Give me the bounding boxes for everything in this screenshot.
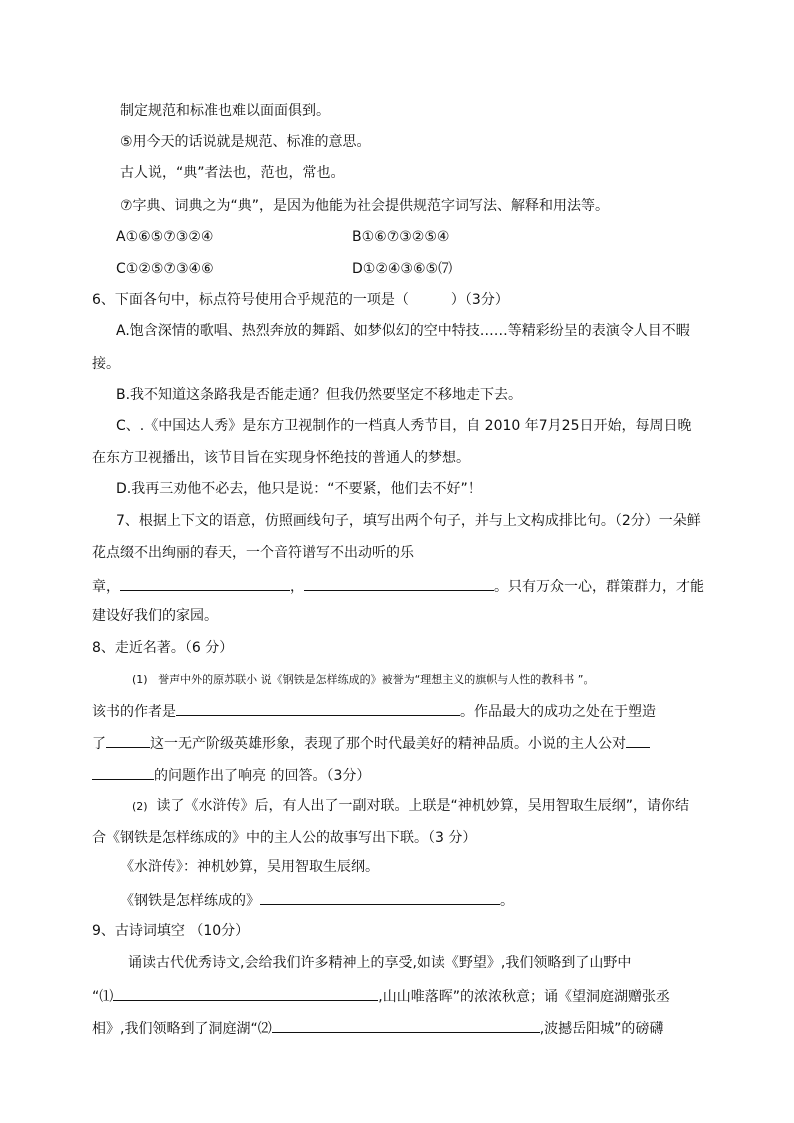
q6-stem: 6、下面各句中，标点符号使用合乎规范的一项是（ ）（3分） (92, 292, 509, 308)
q8-part2-number: (2) (132, 800, 148, 813)
q5-sentence-7: ⑦字典、词典之为“典”，是因为他能为社会提供规范字词写法、解释和用法等。 (120, 198, 610, 214)
q7-stem-line2: 花点缀不出绚丽的春天，一个音符谱写不出动听的乐 (92, 545, 414, 561)
q9-blank-2[interactable] (272, 1018, 540, 1033)
q8-question-blank-b[interactable] (92, 765, 154, 780)
q9-intro-line1: 诵读古代优秀诗文,会给我们许多精神上的享受,如读《野望》,我们领略到了山野中 (128, 955, 632, 971)
q8-author-prefix: 该书的作者是 (92, 704, 176, 720)
q9-poem1-suffix: ,山山唯落晖”的浓浓秋意；诵《望洞庭湖赠张丞 (378, 989, 670, 1005)
q8-couplet-lower-suffix: 。 (500, 893, 514, 909)
q8-hero-text: 这一无产阶级英雄形象，表现了那个时代最美好的精神品质。小说的主人公对 (150, 736, 626, 752)
q6-option-c-line2: 在东方卫视播出，该节目旨在实现身怀绝技的普通人的梦想。 (92, 450, 470, 466)
q5-option-d: D①②④③⑥⑤⑺ (352, 261, 453, 277)
q9-poem2-prefix: 相》,我们领略到了洞庭湖“⑵ (92, 1021, 272, 1037)
q8-part2-line2: 合《钢铁是怎样练成的》中的主人公的故事写出下联。（3 分） (92, 830, 477, 846)
q7-prefix: 章， (92, 579, 120, 595)
q8-stem: 8、走近名著。（6 分） (92, 640, 234, 656)
q6-option-d: D.我再三劝他不必去，他只是说：“不要紧，他们去不好”！ (116, 481, 482, 497)
q9-blank-1[interactable] (113, 986, 378, 1001)
q9-poem-line1 (92, 986, 670, 1006)
q8-author-suffix: 。作品最大的成功之处在于塑造 (460, 704, 656, 720)
q6-option-a-line1: A.饱含深情的歌唱、热烈奔放的舞蹈、如梦似幻的空中特技……等精彩纷呈的表演令人目不暇 (116, 323, 690, 339)
q5-option-a: A①⑥⑤⑦③②④ (116, 229, 214, 245)
q6-option-c-line1: C、.《中国达人秀》是东方卫视制作的一档真人秀节目，自 2010 年7月25日开始，每周日晚 (116, 418, 692, 434)
q8-question-blank-a[interactable] (626, 733, 650, 748)
q8-answer-suffix: 的问题作出了响亮 的回答。（3分） (154, 768, 371, 784)
q8-couplet-lower-line (120, 890, 514, 910)
q6-option-a-line2: 接。 (92, 356, 120, 372)
q5-sentence-5: ⑤用今天的话说就是规范、标准的意思。 (120, 134, 371, 150)
q6-option-b: B.我不知道这条路我是否能走通？但我仍然要坚定不移地走下去。 (116, 387, 523, 403)
q7-stem-line1: 7、根据上下文的语意，仿照画线句子，填写出两个句子，并与上文构成排比句。（2分）一朵鲜 (116, 513, 701, 529)
q5-sentence-6: 古人说，“典”者法也，范也，常也。 (120, 165, 345, 181)
q8-part1-intro (132, 671, 594, 689)
q9-poem1-prefix: “⑴ (92, 989, 114, 1005)
q8-author-line (92, 701, 656, 721)
q5-sentence-4: 制定规范和标准也难以面面俱到。 (120, 103, 330, 119)
q8-hero-blank[interactable] (106, 733, 150, 748)
q7-comma: ， (290, 579, 304, 595)
q8-couplet-upper: 《水浒传》：神机妙算，吴用智取生辰纲。 (120, 859, 379, 875)
q8-part1-text: 誉声中外的原苏联小 说《钢铁是怎样练成的》被誉为“理想主义的旗帜与人性的教科书 ”。 (158, 673, 595, 686)
q8-author-blank[interactable] (176, 701, 460, 716)
q9-stem: 9、古诗词填空 （10分） (92, 923, 250, 939)
q5-option-b: B①⑥⑦③②⑤④ (352, 229, 450, 245)
q7-suffix: 。只有万众一心，群策群力，才能 (494, 579, 704, 595)
q7-blank-2[interactable] (304, 576, 494, 591)
q7-blank-1[interactable] (120, 576, 290, 591)
q7-answer-line (92, 576, 704, 596)
q5-option-c: C①②⑤⑦③④⑥ (116, 261, 214, 277)
q8-couplet-blank[interactable] (260, 890, 500, 905)
q7-closing: 建设好我们的家园。 (92, 608, 218, 624)
q8-part2-intro (132, 797, 689, 816)
q8-answer-line (92, 765, 370, 785)
q8-part2-text: 读了《水浒传》后，有人出了一副对联。上联是“神机妙算，吴用智取生辰纲”，请你结 (156, 798, 690, 814)
q8-couplet-lower-prefix: 《钢铁是怎样练成的》 (120, 893, 260, 909)
q8-hero-prefix: 了 (92, 736, 106, 752)
q9-poem-line2 (92, 1018, 663, 1038)
q8-part1-number: (1) (132, 673, 148, 686)
q9-poem2-suffix: ,波撼岳阳城”的磅礴 (539, 1021, 664, 1037)
q8-hero-line (92, 733, 650, 753)
